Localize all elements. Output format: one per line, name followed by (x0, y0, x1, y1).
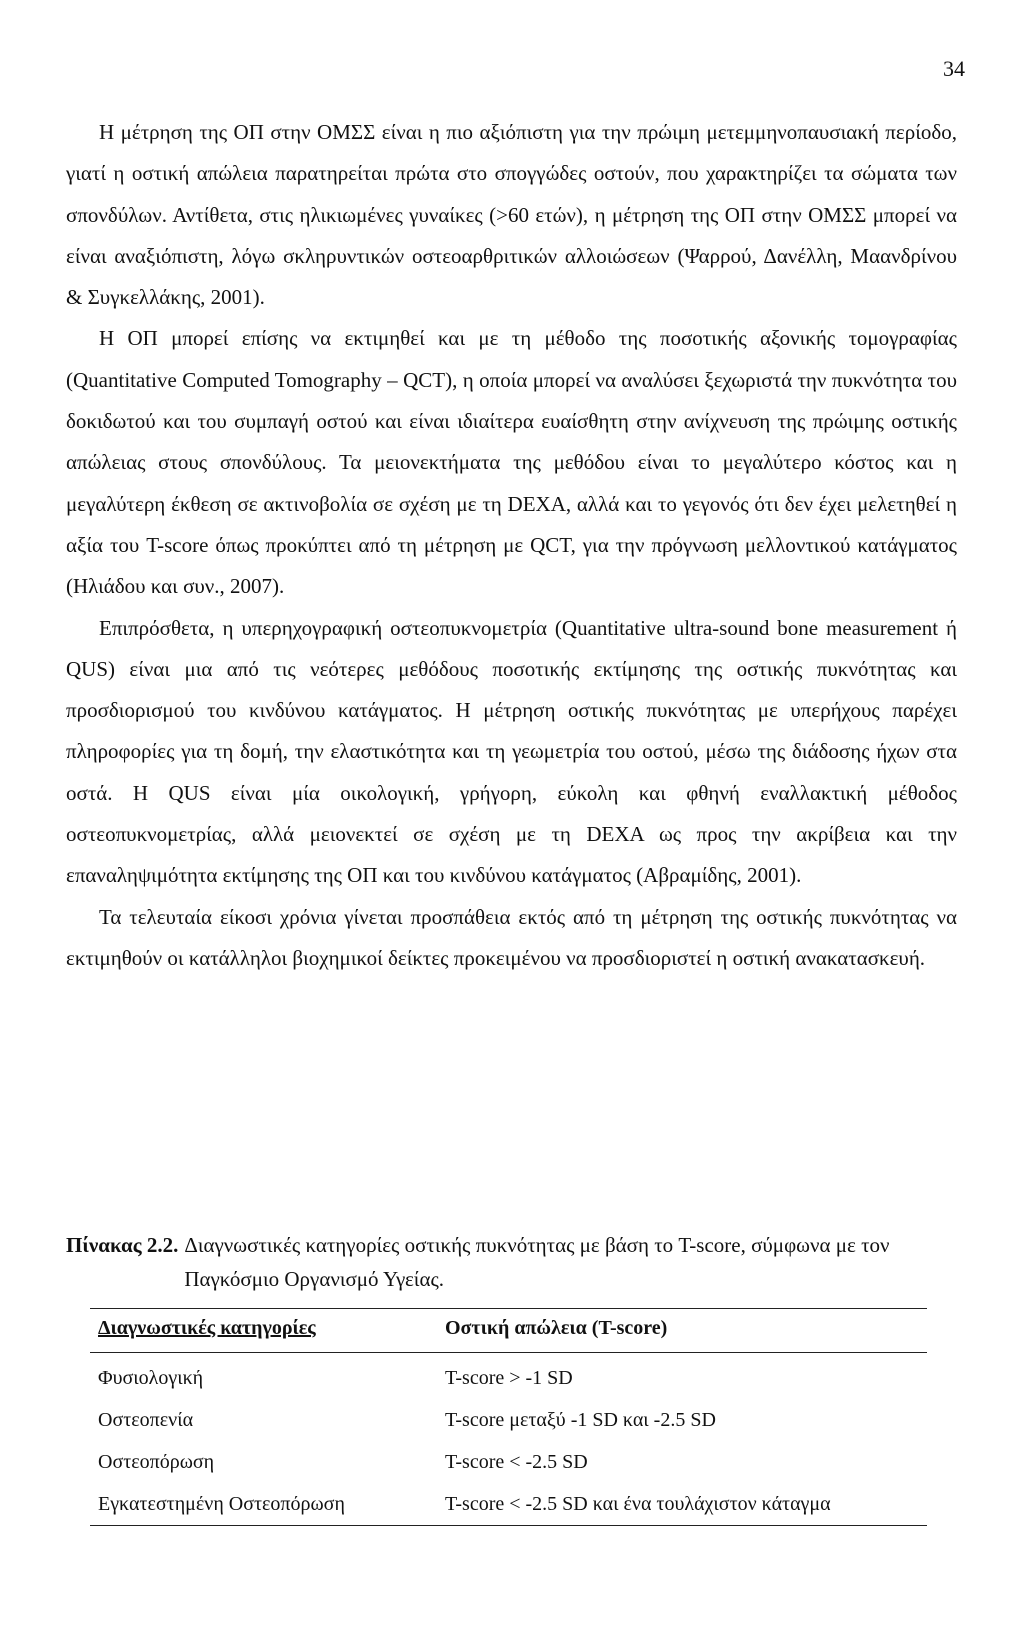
table-cell: Οστεοπόρωση (98, 1451, 215, 1473)
table-header-cell (437, 1309, 927, 1353)
table-caption-label: Πίνακας 2.2. (66, 1233, 179, 1257)
table-header-row (90, 1309, 927, 1353)
table-header-cell (90, 1309, 437, 1353)
table-header-label: Οστική απώλεια (T-score) (445, 1317, 668, 1339)
paragraph: Η μέτρηση της ΟΠ στην ΟΜΣΣ είναι η πιο αξιόπιστη για την πρώιμη μετεμμηνοπαυσιακή περίοδο, γιατί η οστική απώλεια παρατηρείται πρώτα στο σπογγώδες οστούν, που χαρακτηρίζει τα σώματα των σπονδύλων. Αντίθετα, στις ηλικιωμένες γυναίκες (>60 ετών), η μέτρηση της ΟΠ στην ΟΜΣΣ μπορεί να είναι αναξιόπιστη, λόγω σκληρυντικών οστεοαρθριτικών αλλοιώσεων (Ψαρρού, Δανέλλη, Μαανδρίνου & Συγκελλάκης, 2001). (66, 120, 957, 310)
table-cell: T-score < -2.5 SD (445, 1451, 588, 1473)
paragraph: Επιπρόσθετα, η υπερηχογραφική οστεοπυκνομετρία (Quantitative ultra-sound bone measurement ή QUS) είναι μια από τις νεότερες μεθόδους ποσοτικής εκτίμησης της οστικής πυκνότητας και προσδιορισμού του κινδύνου κατάγματος. Η μέτρηση οστικής πυκνότητας με υπερήχους παρέχει πληροφορίες για τη δομή, την ελαστικότητα και τη γεωμετρία του οστού, μέσω της διάδοσης ήχων στα οστά. Η QUS είναι μία οικολογική, γρήγορη, εύκολη και φθηνή εναλλακτική μέθοδος οστεοπυκνομετρίας, αλλά μειονεκτεί σε σχέση με τη DEXA ως προς την ακρίβεια και την επαναληψιμότητα εκτίμησης της ΟΠ και του κινδύνου κατάγματος (Αβραμίδης, 2001). (66, 615, 957, 888)
table-cell: T-score < -2.5 SD και ένα τουλάχιστον κάταγμα (445, 1493, 831, 1515)
page-number: 34 (943, 56, 965, 81)
table-cell: Εγκατεστημένη Οστεοπόρωση (98, 1493, 345, 1515)
table-cell: T-score μεταξύ -1 SD και -2.5 SD (445, 1409, 716, 1431)
paragraph: Η ΟΠ μπορεί επίσης να εκτιμηθεί και με τη μέθοδο της ποσοτικής αξονικής τομογραφίας (Quantitative Computed Tomography – QCT), η οποία μπορεί να αναλύσει ξεχωριστά την πυκνότητα του δοκιδωτού και του συμπαγή οστού και είναι ιδιαίτερα ευαίσθητη στην ανίχνευση της πρώιμης οστικής απώλειας στους σπονδύλους. Τα μειονεκτήματα της μεθόδου είναι το μεγαλύτερο κόστος και η μεγαλύτερη έκθεση σε ακτινοβολία σε σχέση με τη DEXA, αλλά και το γεγονός ότι δεν έχει μελετηθεί η αξία του T-score όπως προκύπτει από τη μέτρηση με QCT, για την πρόγνωση μελλοντικού κατάγματος (Ηλιάδου και συν., 2007). (66, 326, 957, 599)
body-text (66, 112, 957, 979)
table-cell: Φυσιολογική (98, 1367, 204, 1389)
table-cell: Οστεοπενία (98, 1409, 194, 1431)
table-caption (66, 1228, 964, 1296)
table-caption-text: Διαγνωστικές κατηγορίες οστικής πυκνότητας με βάση το T-score, σύμφωνα με τον Παγκόσμιο Οργανισμό Υγείας. (184, 1233, 890, 1291)
diagnostic-categories-table (90, 1308, 927, 1526)
table-row (90, 1353, 927, 1400)
table-header-label: Διαγνωστικές κατηγορίες (98, 1317, 316, 1339)
paragraph: Τα τελευταία είκοσι χρόνια γίνεται προσπάθεια εκτός από τη μέτρηση της οστικής πυκνότητας να εκτιμηθούν οι κατάλληλοι βιοχημικοί δείκτες προκειμένου να προσδιοριστεί η οστική ανακατασκευή. (66, 904, 957, 970)
table-row (90, 1399, 927, 1441)
table-row (90, 1483, 927, 1526)
table-cell: T-score > -1 SD (445, 1367, 573, 1389)
table-row (90, 1441, 927, 1483)
